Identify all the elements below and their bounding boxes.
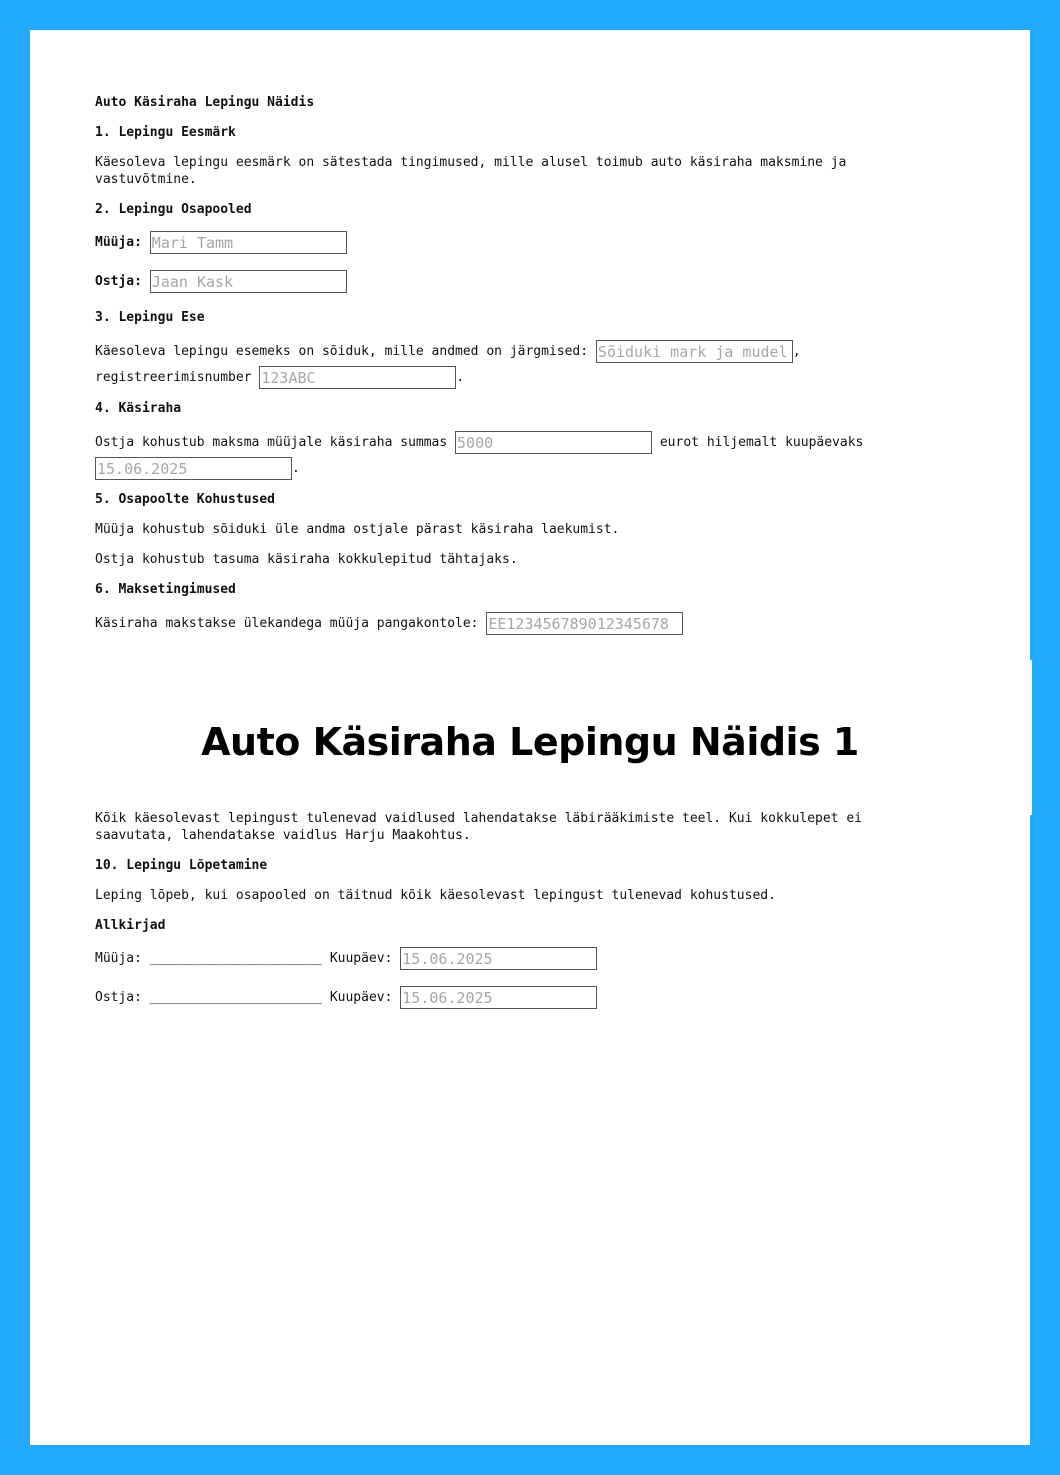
registration-period: . bbox=[456, 370, 465, 385]
document-page bbox=[30, 30, 1030, 1445]
payment-text: Käsiraha makstakse ülekandega müüja pangakontole: bbox=[95, 616, 479, 631]
signatures-title: Allkirjad bbox=[95, 918, 166, 933]
deposit-period: . bbox=[292, 461, 300, 476]
vehicle-text: Käesoleva lepingu esemeks on sõiduk, mille andmed on järgmised: bbox=[95, 344, 589, 359]
section-5-title: 5. Osapoolte Kohustused bbox=[95, 492, 276, 507]
seller-label: Müüja: bbox=[95, 235, 142, 250]
seller-name-input[interactable] bbox=[150, 231, 347, 254]
document-heading: Auto Käsiraha Lepingu Näidis bbox=[95, 95, 315, 110]
disputes-text: Kõik käesolevast lepingust tulenevad vaidlused lahendatakse läbirääkimiste teel. Kui kokkulepet ei saavutata, lahendatakse vaidlus Harju Maakohtus. bbox=[95, 811, 863, 843]
buyer-signature-line: ______________________ bbox=[149, 990, 322, 1005]
seller-signature-label: Müüja: bbox=[95, 951, 142, 966]
deposit-text-after: eurot hiljemalt kuupäevaks bbox=[659, 435, 864, 450]
buyer-signature-label: Ostja: bbox=[95, 990, 142, 1005]
page-edge-divider bbox=[1030, 660, 1032, 815]
buyer-row bbox=[95, 270, 915, 293]
seller-date-input[interactable] bbox=[400, 947, 597, 970]
seller-row bbox=[95, 231, 915, 254]
deposit-date-input[interactable] bbox=[95, 457, 292, 480]
section-3-text bbox=[95, 339, 915, 391]
deposit-amount-input[interactable] bbox=[455, 431, 652, 454]
registration-label: registreerimisnumber bbox=[95, 370, 252, 385]
contract-body bbox=[95, 94, 915, 646]
section-2-title: 2. Lepingu Osapooled bbox=[95, 202, 252, 217]
vehicle-model-input[interactable] bbox=[596, 340, 793, 363]
section-3-title: 3. Lepingu Ese bbox=[95, 310, 205, 325]
section-4-title: 4. Käsiraha bbox=[95, 401, 182, 416]
buyer-label: Ostja: bbox=[95, 274, 142, 289]
section-6-title: 6. Maksetingimused bbox=[95, 582, 236, 597]
banner-title: Auto Käsiraha Lepingu Näidis 1 bbox=[201, 720, 859, 764]
section-4-text bbox=[95, 430, 915, 482]
contract-body-continued bbox=[95, 810, 915, 1025]
section-6-text bbox=[95, 611, 915, 637]
seller-signature-line: ______________________ bbox=[149, 951, 322, 966]
section-10-text: Leping lõpeb, kui osapooled on täitnud kõik käesolevast lepingust tulenevad kohustused. bbox=[95, 888, 776, 903]
buyer-date-label: Kuupäev: bbox=[329, 990, 393, 1005]
section-10-title: 10. Lepingu Lõpetamine bbox=[95, 858, 268, 873]
section-1-title: 1. Lepingu Eesmärk bbox=[95, 125, 236, 140]
seller-signature-row bbox=[95, 947, 915, 970]
seller-date-label: Kuupäev: bbox=[329, 951, 393, 966]
vehicle-comma: , bbox=[792, 344, 801, 359]
section-1-text: Käesoleva lepingu eesmärk on sätestada tingimused, mille alusel toimub auto käsiraha maksmine ja vastuvõtmine. bbox=[95, 155, 847, 187]
deposit-text-before: Ostja kohustub maksma müüjale käsiraha summas bbox=[95, 435, 448, 450]
registration-number-input[interactable] bbox=[259, 366, 456, 389]
iban-input[interactable] bbox=[486, 612, 683, 635]
buyer-date-input[interactable] bbox=[400, 986, 597, 1009]
seller-duty-text: Müüja kohustub sõiduki üle andma ostjale pärast käsiraha laekumist. bbox=[95, 522, 620, 537]
buyer-signature-row bbox=[95, 986, 915, 1009]
buyer-duty-text: Ostja kohustub tasuma käsiraha kokkulepitud tähtajaks. bbox=[95, 552, 518, 567]
buyer-name-input[interactable] bbox=[150, 270, 347, 293]
